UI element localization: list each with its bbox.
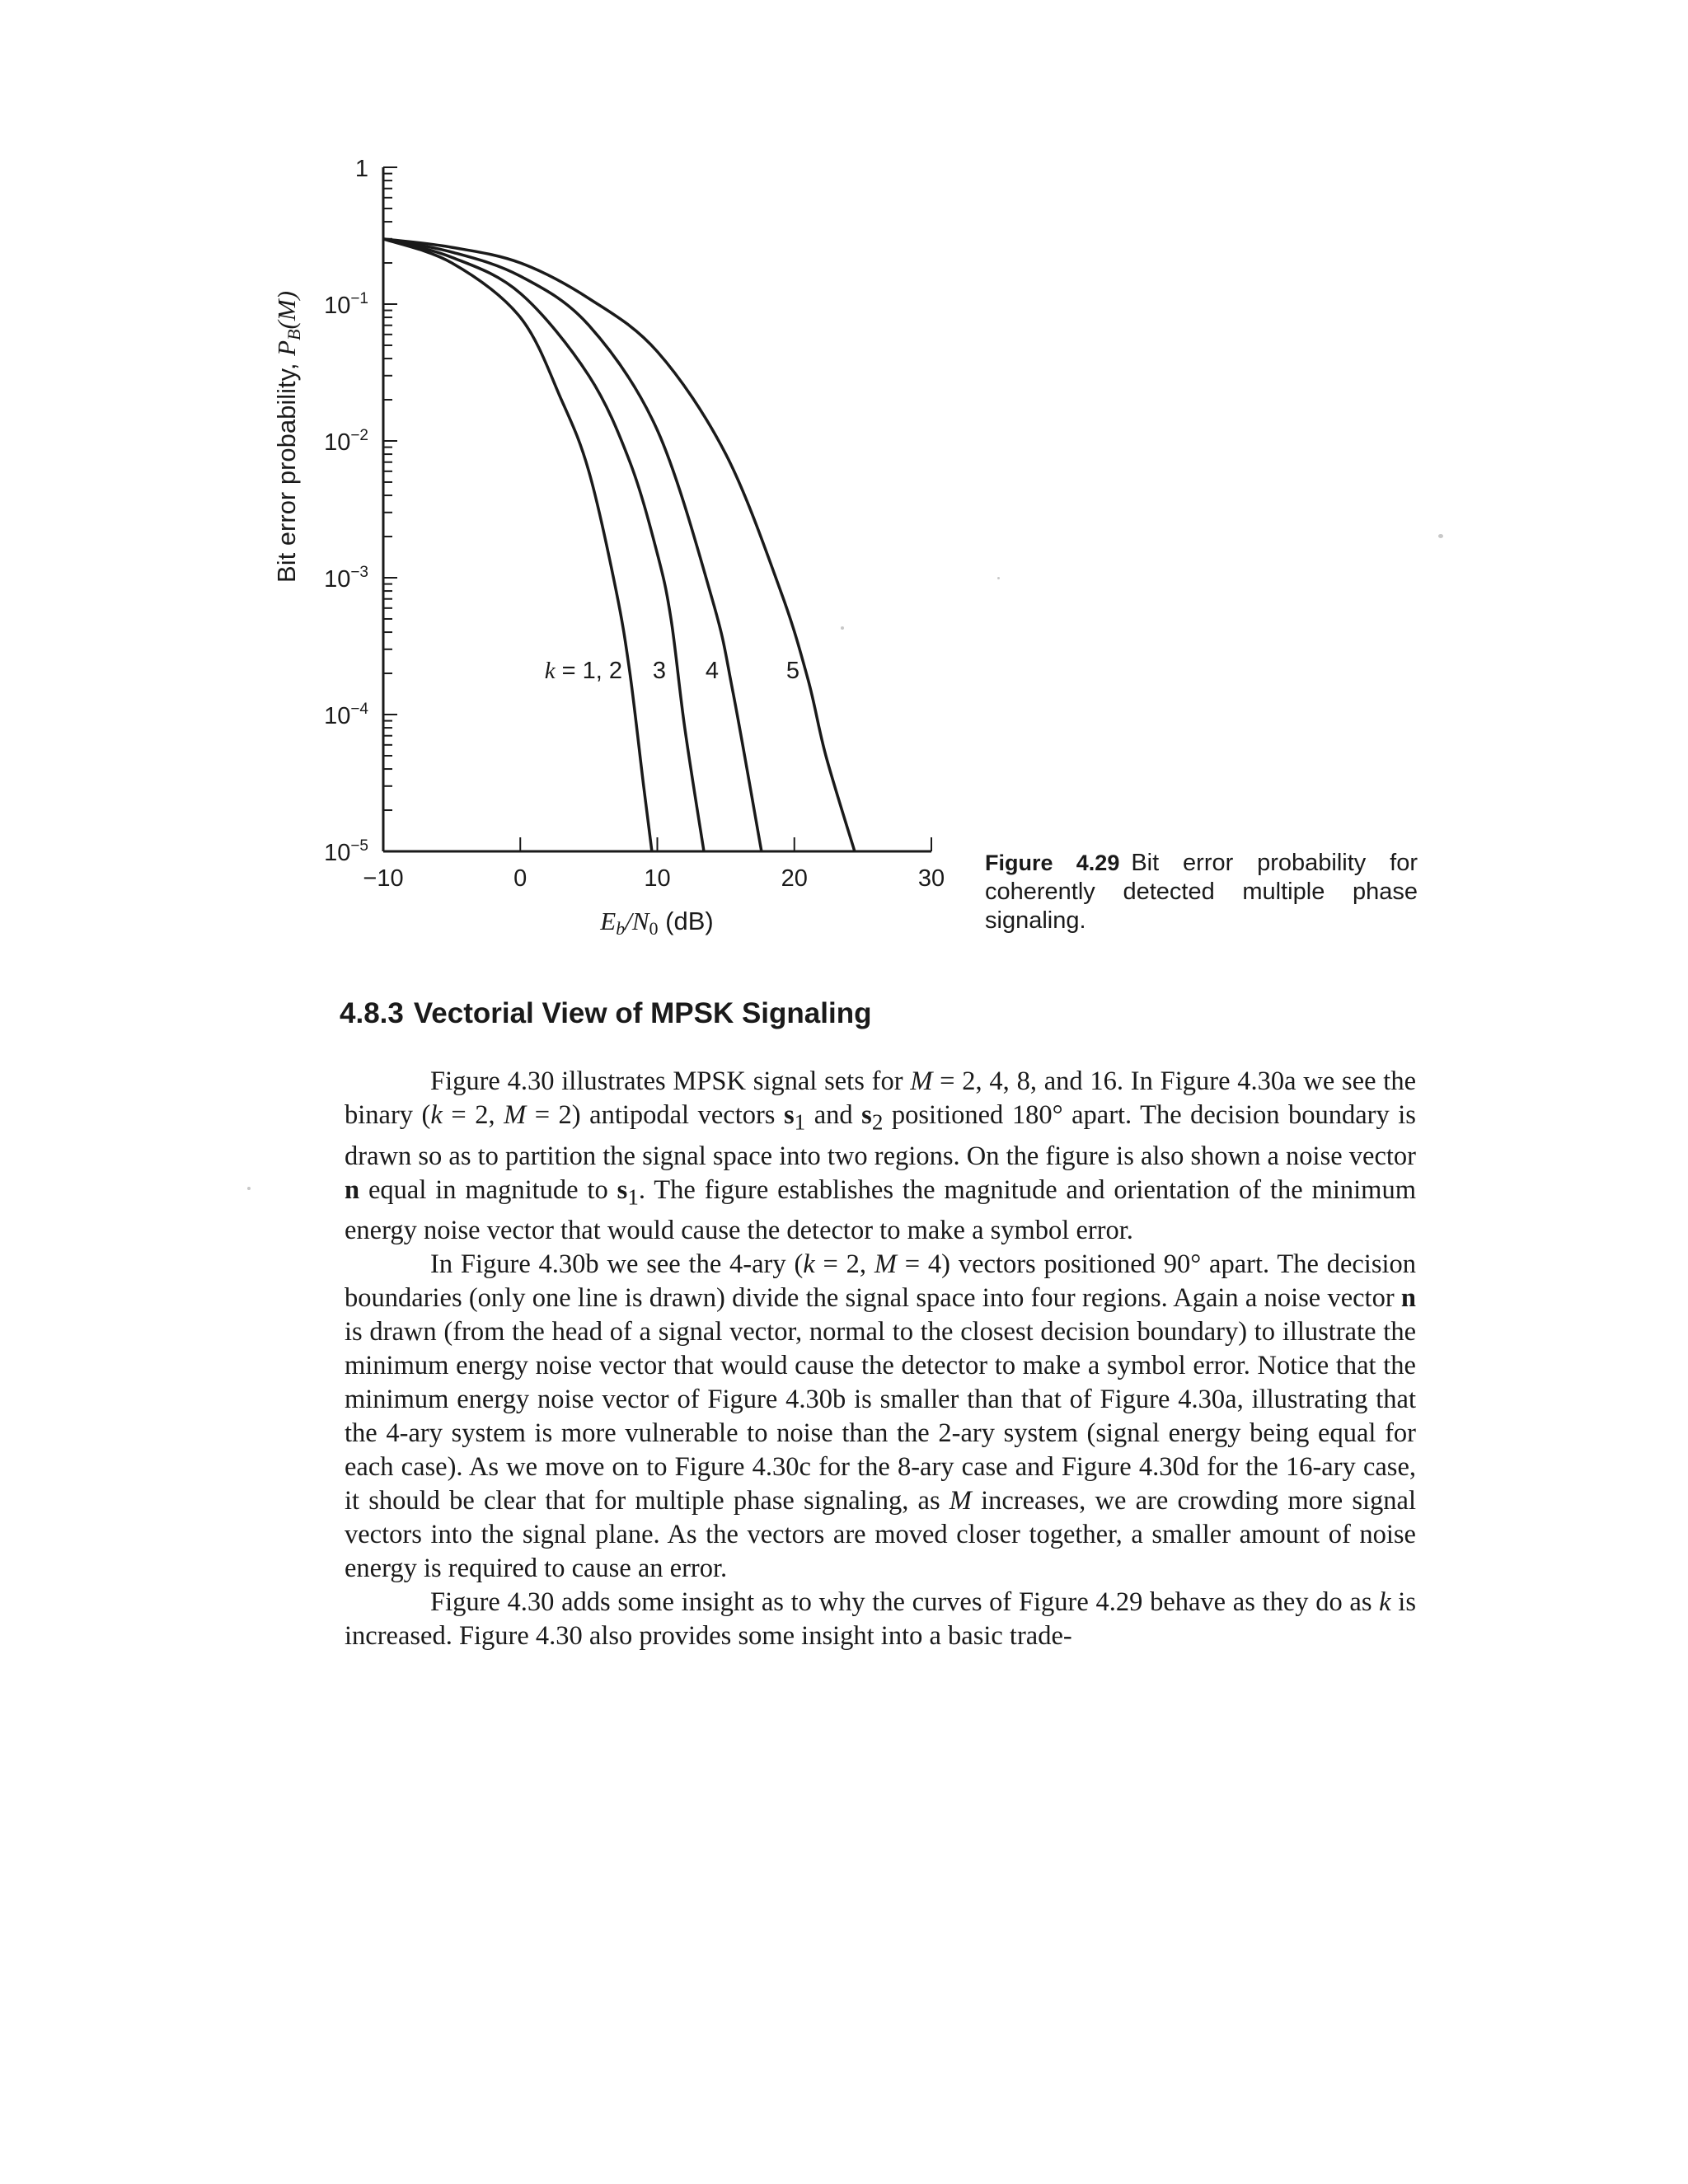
y-tick-exponent: −1 — [350, 290, 368, 307]
y-tick-labels — [324, 156, 368, 866]
section-number: 4.8.3 — [340, 997, 404, 1029]
figure-caption-text: Bit error probability for coherently detected multiple phase signaling. — [985, 850, 1418, 934]
y-axis-label-var: P — [272, 340, 301, 356]
x-tick-label: 0 — [513, 865, 528, 892]
section-heading — [340, 997, 871, 1030]
y-tick-label — [324, 837, 368, 866]
y-tick-base: 10 — [324, 429, 351, 456]
ber-chart — [0, 0, 1688, 972]
x-tick-label: −10 — [363, 865, 404, 892]
curve-labels — [545, 658, 799, 684]
ber-curve-1 — [383, 239, 652, 851]
x-axis-label — [599, 907, 713, 939]
y-tick-exponent: −3 — [350, 564, 368, 581]
section-title: Vectorial View of MPSK Signaling — [413, 997, 872, 1029]
y-tick-label — [324, 290, 368, 319]
x-tick-labels — [363, 865, 945, 892]
paragraph-2: In Figure 4.30b we see the 4-ary (k = 2, M = 4) vectors positioned 90° apart. The decision boundaries (only one line is drawn) divide the signal space into four regions. Again a noise vector n is drawn (from the head of a signal vector, normal to the closest decision boundary) to illustrate the minimum energy noise vector that would cause the detector to make a symbol error. Notice that the minimum energy noise vector of Figure 4.30b is smaller than that of Figure 4.30a, illustrating that the 4-ary system is more vulnerable to noise than the 2-ary system (signal energy being equal for each case). As we move on to Figure 4.30c for the 8-ary case and Figure 4.30d for the 16-ary case, it should be clear that for multiple phase signaling, as M increases, we are crowding more signal vectors into the signal plane. As the vectors are moved closer together, a smaller amount of noise energy is required to cause an error. — [345, 1249, 1417, 1583]
paragraph-3: Figure 4.30 adds some insight as to why the curves of Figure 4.29 behave as they do as k is increased. Figure 4.30 also provides some insight into a basic trade- — [345, 1587, 1416, 1651]
y-axis-label-sub: B — [284, 329, 304, 340]
ber-curves — [383, 239, 855, 851]
y-tick-label — [324, 427, 368, 456]
body-text — [345, 1065, 1416, 1653]
y-tick-base: 1 — [354, 156, 368, 182]
y-tick-exponent: −2 — [350, 427, 368, 444]
x-tick-label: 20 — [781, 865, 808, 892]
y-tick-exponent: −5 — [350, 837, 368, 855]
y-axis-label-arg: (M) — [272, 291, 301, 330]
y-tick-base: 10 — [324, 840, 351, 866]
x-axis-label-n: /N — [625, 907, 649, 935]
ber-curve-3 — [383, 239, 762, 851]
curve-label: 4 — [705, 658, 719, 684]
y-tick-label — [355, 156, 368, 182]
y-tick-label — [324, 701, 368, 729]
x-axis-label-e: E — [600, 907, 617, 935]
y-tick-exponent: −4 — [350, 701, 368, 718]
y-tick-base: 10 — [324, 703, 351, 729]
scan-speck — [1438, 534, 1443, 538]
curve-label: 3 — [652, 658, 666, 684]
curve-label — [545, 658, 622, 684]
x-axis-label-unit: (dB) — [658, 907, 714, 935]
curve-label-k: k — [544, 658, 556, 684]
x-axis-label-0: 0 — [649, 918, 659, 939]
x-tick-label: 30 — [917, 865, 945, 892]
ber-curve-2 — [383, 239, 704, 851]
scan-speck — [247, 1187, 251, 1190]
y-axis-label-prefix: Bit error probability, — [272, 355, 301, 583]
x-axis-label-b: b — [616, 918, 626, 939]
figure-caption — [985, 849, 1418, 935]
curve-label-rest: = 1, 2 — [555, 658, 622, 684]
y-tick-base: 10 — [324, 293, 351, 319]
ber-curve-4 — [383, 239, 855, 851]
x-tick-label: 10 — [644, 865, 671, 892]
y-tick-base: 10 — [324, 566, 351, 593]
y-axis-label — [272, 291, 304, 583]
scan-speck — [841, 626, 844, 630]
curve-label: 5 — [785, 658, 799, 684]
scan-speck — [997, 577, 1000, 579]
figure-caption-number: Figure 4.29 — [985, 851, 1120, 875]
paragraph-1: Figure 4.30 illustrates MPSK signal sets for M = 2, 4, 8, and 16. In Figure 4.30a we see the binary (k = 2, M = 2) antipodal vectors $s_1$ and $s_2$ positioned 180° apart. The decision boundary is drawn so as to partition the signal space into two regions. On the figure is also shown a noise vector n equal in magnitude to $s_1$. The figure establishes the magnitude and orientation of the minimum energy noise vector that would cause the detector to make a symbol error. — [345, 1066, 1417, 1245]
y-tick-label — [324, 564, 368, 593]
